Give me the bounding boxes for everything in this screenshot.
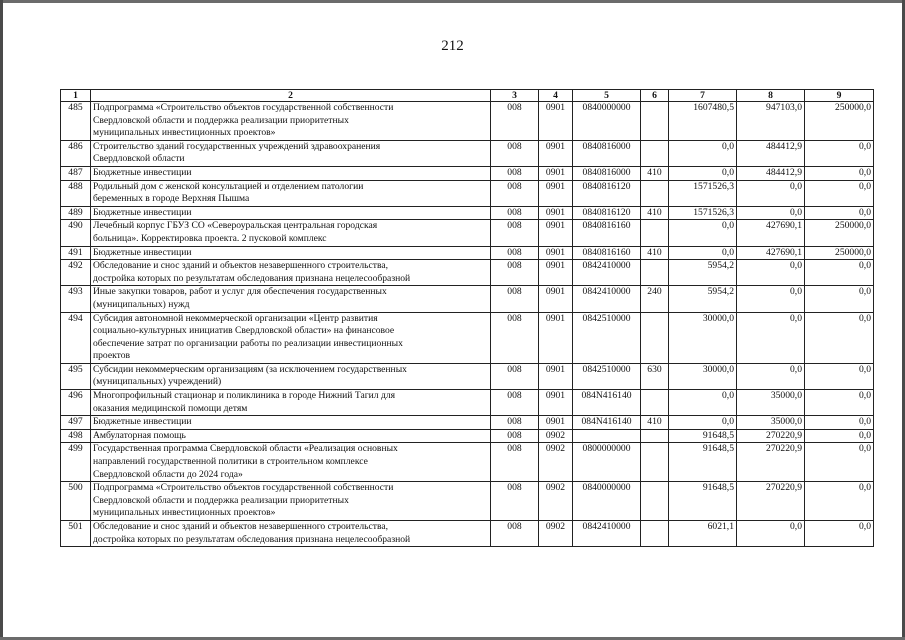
section-code-cell: 0901 <box>539 363 573 389</box>
ministry-code-cell: 008 <box>491 312 539 363</box>
target-article-cell <box>573 429 641 443</box>
table-row <box>61 521 874 547</box>
amount-year1-cell: 0,0 <box>669 220 737 246</box>
ministry-code-cell: 008 <box>491 429 539 443</box>
description-cell <box>91 390 491 416</box>
expense-type-cell: 630 <box>641 363 669 389</box>
description-cell <box>91 180 491 206</box>
amount-year2-cell: 0,0 <box>737 286 805 312</box>
section-code-cell: 0901 <box>539 206 573 220</box>
amount-year3-cell: 0,0 <box>805 286 874 312</box>
amount-year2-cell: 270220,9 <box>737 429 805 443</box>
section-code-cell: 0902 <box>539 429 573 443</box>
amount-year3-cell: 0,0 <box>805 429 874 443</box>
table-row <box>61 363 874 389</box>
description-line: социально-культурных инициатив Свердловской области» на финансовое <box>93 325 395 337</box>
target-article-cell: 0800000000 <box>573 443 641 482</box>
table-row <box>61 102 874 141</box>
amount-year1-cell: 30000,0 <box>669 312 737 363</box>
description-line: Бюджетные инвестиции <box>93 416 192 428</box>
target-article-cell: 084N416140 <box>573 416 641 430</box>
description-cell <box>91 482 491 521</box>
row-number-cell: 498 <box>61 429 91 443</box>
amount-year3-cell: 0,0 <box>805 180 874 206</box>
expense-type-cell <box>641 390 669 416</box>
header-cell: 6 <box>641 90 669 102</box>
header-cell: 7 <box>669 90 737 102</box>
amount-year2-cell: 0,0 <box>737 521 805 547</box>
amount-year3-cell: 0,0 <box>805 482 874 521</box>
amount-year1-cell: 91648,5 <box>669 429 737 443</box>
target-article-cell: 0842410000 <box>573 260 641 286</box>
table-row <box>61 443 874 482</box>
table-row <box>61 416 874 430</box>
description-cell <box>91 286 491 312</box>
row-number-cell: 488 <box>61 180 91 206</box>
description-line: Обследование и снос зданий и объектов незавершенного строительства, <box>93 521 389 532</box>
amount-year2-cell: 947103,0 <box>737 102 805 141</box>
target-article-cell: 084N416140 <box>573 390 641 416</box>
row-number-cell: 501 <box>61 521 91 547</box>
expense-type-cell <box>641 102 669 141</box>
row-number-cell: 490 <box>61 220 91 246</box>
description-line: Подпрограмма «Строительство объектов государственной собственности <box>93 482 394 494</box>
header-cell: 2 <box>91 90 491 102</box>
row-number-cell: 493 <box>61 286 91 312</box>
ministry-code-cell: 008 <box>491 140 539 166</box>
amount-year3-cell: 250000,0 <box>805 102 874 141</box>
amount-year1-cell: 30000,0 <box>669 363 737 389</box>
amount-year2-cell: 0,0 <box>737 206 805 220</box>
ministry-code-cell: 008 <box>491 206 539 220</box>
amount-year1-cell: 1571526,3 <box>669 180 737 206</box>
description-line: Амбулаторная помощь <box>93 429 186 441</box>
ministry-code-cell: 008 <box>491 482 539 521</box>
scan-border-left <box>0 0 3 640</box>
table-row <box>61 286 874 312</box>
row-number-cell: 500 <box>61 482 91 521</box>
target-article-cell: 0840816160 <box>573 220 641 246</box>
header-cell: 4 <box>539 90 573 102</box>
description-cell <box>91 443 491 482</box>
amount-year2-cell: 0,0 <box>737 260 805 286</box>
description-line: Свердловской области и поддержка реализации приоритетных <box>93 114 349 126</box>
description-cell <box>91 429 491 443</box>
description-cell <box>91 246 491 260</box>
amount-year3-cell: 0,0 <box>805 312 874 363</box>
expense-type-cell <box>641 429 669 443</box>
amount-year3-cell: 0,0 <box>805 206 874 220</box>
amount-year3-cell: 0,0 <box>805 363 874 389</box>
amount-year2-cell: 35000,0 <box>737 390 805 416</box>
ministry-code-cell: 008 <box>491 363 539 389</box>
expense-type-cell: 240 <box>641 286 669 312</box>
amount-year1-cell: 1607480,5 <box>669 102 737 141</box>
expense-type-cell <box>641 260 669 286</box>
description-line: Подпрограмма «Строительство объектов государственной собственности <box>93 102 394 113</box>
section-code-cell: 0901 <box>539 260 573 286</box>
target-article-cell: 0842510000 <box>573 312 641 363</box>
amount-year3-cell: 250000,0 <box>805 246 874 260</box>
ministry-code-cell: 008 <box>491 416 539 430</box>
table-row <box>61 429 874 443</box>
section-code-cell: 0901 <box>539 286 573 312</box>
description-line: Многопрофильный стационар и поликлиника в городе Нижний Тагил для <box>93 390 396 402</box>
target-article-cell: 0840816120 <box>573 206 641 220</box>
amount-year2-cell: 35000,0 <box>737 416 805 430</box>
expense-type-cell <box>641 140 669 166</box>
expense-type-cell: 410 <box>641 246 669 260</box>
expense-type-cell: 410 <box>641 206 669 220</box>
amount-year2-cell: 0,0 <box>737 312 805 363</box>
row-number-cell: 489 <box>61 206 91 220</box>
description-line: Свердловской области до 2024 года» <box>93 468 243 480</box>
amount-year1-cell: 91648,5 <box>669 482 737 521</box>
amount-year1-cell: 5954,2 <box>669 286 737 312</box>
expense-type-cell <box>641 443 669 482</box>
ministry-code-cell: 008 <box>491 390 539 416</box>
amount-year3-cell: 250000,0 <box>805 220 874 246</box>
row-number-cell: 495 <box>61 363 91 389</box>
amount-year2-cell: 484412,9 <box>737 140 805 166</box>
ministry-code-cell: 008 <box>491 102 539 141</box>
row-number-cell: 491 <box>61 246 91 260</box>
ministry-code-cell: 008 <box>491 246 539 260</box>
table-row <box>61 166 874 180</box>
ministry-code-cell: 008 <box>491 180 539 206</box>
table-row <box>61 312 874 363</box>
table-row <box>61 220 874 246</box>
amount-year1-cell: 6021,1 <box>669 521 737 547</box>
description-cell <box>91 363 491 389</box>
target-article-cell: 0840000000 <box>573 102 641 141</box>
ministry-code-cell: 008 <box>491 166 539 180</box>
description-line: муниципальных инвестиционных проектов» <box>93 507 276 519</box>
ministry-code-cell: 008 <box>491 260 539 286</box>
amount-year2-cell: 427690,1 <box>737 220 805 246</box>
target-article-cell: 0842410000 <box>573 521 641 547</box>
expense-type-cell <box>641 312 669 363</box>
table-row <box>61 140 874 166</box>
description-line: направлений государственной политики в строительном комплексе <box>93 456 368 468</box>
table-row <box>61 390 874 416</box>
section-code-cell: 0902 <box>539 443 573 482</box>
target-article-cell: 0842510000 <box>573 363 641 389</box>
amount-year1-cell: 0,0 <box>669 416 737 430</box>
row-number-cell: 486 <box>61 140 91 166</box>
description-line: (муниципальных) нужд <box>93 298 190 310</box>
amount-year2-cell: 270220,9 <box>737 482 805 521</box>
section-code-cell: 0902 <box>539 482 573 521</box>
budget-table <box>60 89 874 547</box>
description-line: Бюджетные инвестиции <box>93 246 192 258</box>
description-line: Свердловской области и поддержка реализации приоритетных <box>93 494 349 506</box>
table-row <box>61 206 874 220</box>
target-article-cell: 0840816120 <box>573 180 641 206</box>
expense-type-cell: 410 <box>641 166 669 180</box>
amount-year2-cell: 0,0 <box>737 363 805 389</box>
amount-year3-cell: 0,0 <box>805 416 874 430</box>
amount-year2-cell: 484412,9 <box>737 166 805 180</box>
ministry-code-cell: 008 <box>491 443 539 482</box>
amount-year3-cell: 0,0 <box>805 390 874 416</box>
description-line: (муниципальных) учреждений) <box>93 376 222 388</box>
description-line: Бюджетные инвестиции <box>93 166 192 178</box>
section-code-cell: 0902 <box>539 521 573 547</box>
section-code-cell: 0901 <box>539 416 573 430</box>
section-code-cell: 0901 <box>539 390 573 416</box>
table-row <box>61 482 874 521</box>
description-line: проектов <box>93 350 131 362</box>
header-cell: 3 <box>491 90 539 102</box>
row-number-cell: 487 <box>61 166 91 180</box>
amount-year2-cell: 0,0 <box>737 180 805 206</box>
amount-year3-cell: 0,0 <box>805 260 874 286</box>
header-cell: 9 <box>805 90 874 102</box>
description-line: больница». Корректировка проекта. 2 пусковой комплекс <box>93 232 327 244</box>
expense-type-cell <box>641 180 669 206</box>
row-number-cell: 485 <box>61 102 91 141</box>
target-article-cell: 0840816160 <box>573 246 641 260</box>
expense-type-cell <box>641 220 669 246</box>
section-code-cell: 0901 <box>539 180 573 206</box>
description-line: муниципальных инвестиционных проектов» <box>93 127 276 139</box>
amount-year1-cell: 0,0 <box>669 166 737 180</box>
table-row <box>61 246 874 260</box>
ministry-code-cell: 008 <box>491 521 539 547</box>
section-code-cell: 0901 <box>539 246 573 260</box>
description-cell <box>91 102 491 141</box>
description-cell <box>91 206 491 220</box>
description-cell <box>91 521 491 547</box>
description-line: достройка которых по результатам обследования признана нецелесообразной <box>93 533 411 545</box>
amount-year3-cell: 0,0 <box>805 140 874 166</box>
section-code-cell: 0901 <box>539 166 573 180</box>
row-number-cell: 496 <box>61 390 91 416</box>
amount-year1-cell: 0,0 <box>669 246 737 260</box>
table-row <box>61 260 874 286</box>
table-row <box>61 180 874 206</box>
row-number-cell: 492 <box>61 260 91 286</box>
section-code-cell: 0901 <box>539 220 573 246</box>
header-cell: 5 <box>573 90 641 102</box>
scan-border-top <box>0 0 905 3</box>
description-line: обеспечение затрат по организации работы по реализации инвестиционных <box>93 337 403 349</box>
header-cell: 8 <box>737 90 805 102</box>
description-line: Родильный дом с женской консультацией и отделением патологии <box>93 180 364 192</box>
amount-year2-cell: 427690,1 <box>737 246 805 260</box>
description-line: Лечебный корпус ГБУЗ СО «Североуральская центральная городская <box>93 220 378 232</box>
row-number-cell: 497 <box>61 416 91 430</box>
description-cell <box>91 416 491 430</box>
header-cell: 1 <box>61 90 91 102</box>
description-line: Строительство зданий государственных учреждений здравоохранения <box>93 140 381 152</box>
description-cell <box>91 260 491 286</box>
amount-year1-cell: 5954,2 <box>669 260 737 286</box>
description-cell <box>91 166 491 180</box>
ministry-code-cell: 008 <box>491 220 539 246</box>
amount-year2-cell: 270220,9 <box>737 443 805 482</box>
target-article-cell: 0842410000 <box>573 286 641 312</box>
expense-type-cell <box>641 521 669 547</box>
ministry-code-cell: 008 <box>491 286 539 312</box>
description-line: Бюджетные инвестиции <box>93 206 192 218</box>
section-code-cell: 0901 <box>539 102 573 141</box>
target-article-cell: 0840000000 <box>573 482 641 521</box>
page-number: 212 <box>441 38 464 54</box>
row-number-cell: 494 <box>61 312 91 363</box>
row-number-cell: 499 <box>61 443 91 482</box>
description-line: Государственная программа Свердловской области «Реализация основных <box>93 443 398 455</box>
description-line: Иные закупки товаров, работ и услуг для обеспечения государственных <box>93 286 387 298</box>
expense-type-cell: 410 <box>641 416 669 430</box>
header-row <box>61 90 874 102</box>
amount-year3-cell: 0,0 <box>805 166 874 180</box>
description-cell <box>91 220 491 246</box>
amount-year1-cell: 0,0 <box>669 140 737 166</box>
expense-type-cell <box>641 482 669 521</box>
description-line: достройка которых по результатам обследования признана нецелесообразной <box>93 272 411 284</box>
amount-year1-cell: 91648,5 <box>669 443 737 482</box>
amount-year1-cell: 1571526,3 <box>669 206 737 220</box>
target-article-cell: 0840816000 <box>573 140 641 166</box>
amount-year1-cell: 0,0 <box>669 390 737 416</box>
description-line: Субсидия автономной некоммерческой организации «Центр развития <box>93 312 378 324</box>
amount-year3-cell: 0,0 <box>805 443 874 482</box>
description-line: Свердловской области <box>93 153 185 165</box>
description-line: Обследование и снос зданий и объектов незавершенного строительства, <box>93 260 389 272</box>
section-code-cell: 0901 <box>539 140 573 166</box>
amount-year3-cell: 0,0 <box>805 521 874 547</box>
description-line: Субсидии некоммерческим организациям (за исключением государственных <box>93 363 407 375</box>
description-cell <box>91 140 491 166</box>
description-line: оказания медицинской помощи детям <box>93 402 248 414</box>
description-cell <box>91 312 491 363</box>
description-line: беременных в городе Верхняя Пышма <box>93 193 250 205</box>
section-code-cell: 0901 <box>539 312 573 363</box>
target-article-cell: 0840816000 <box>573 166 641 180</box>
